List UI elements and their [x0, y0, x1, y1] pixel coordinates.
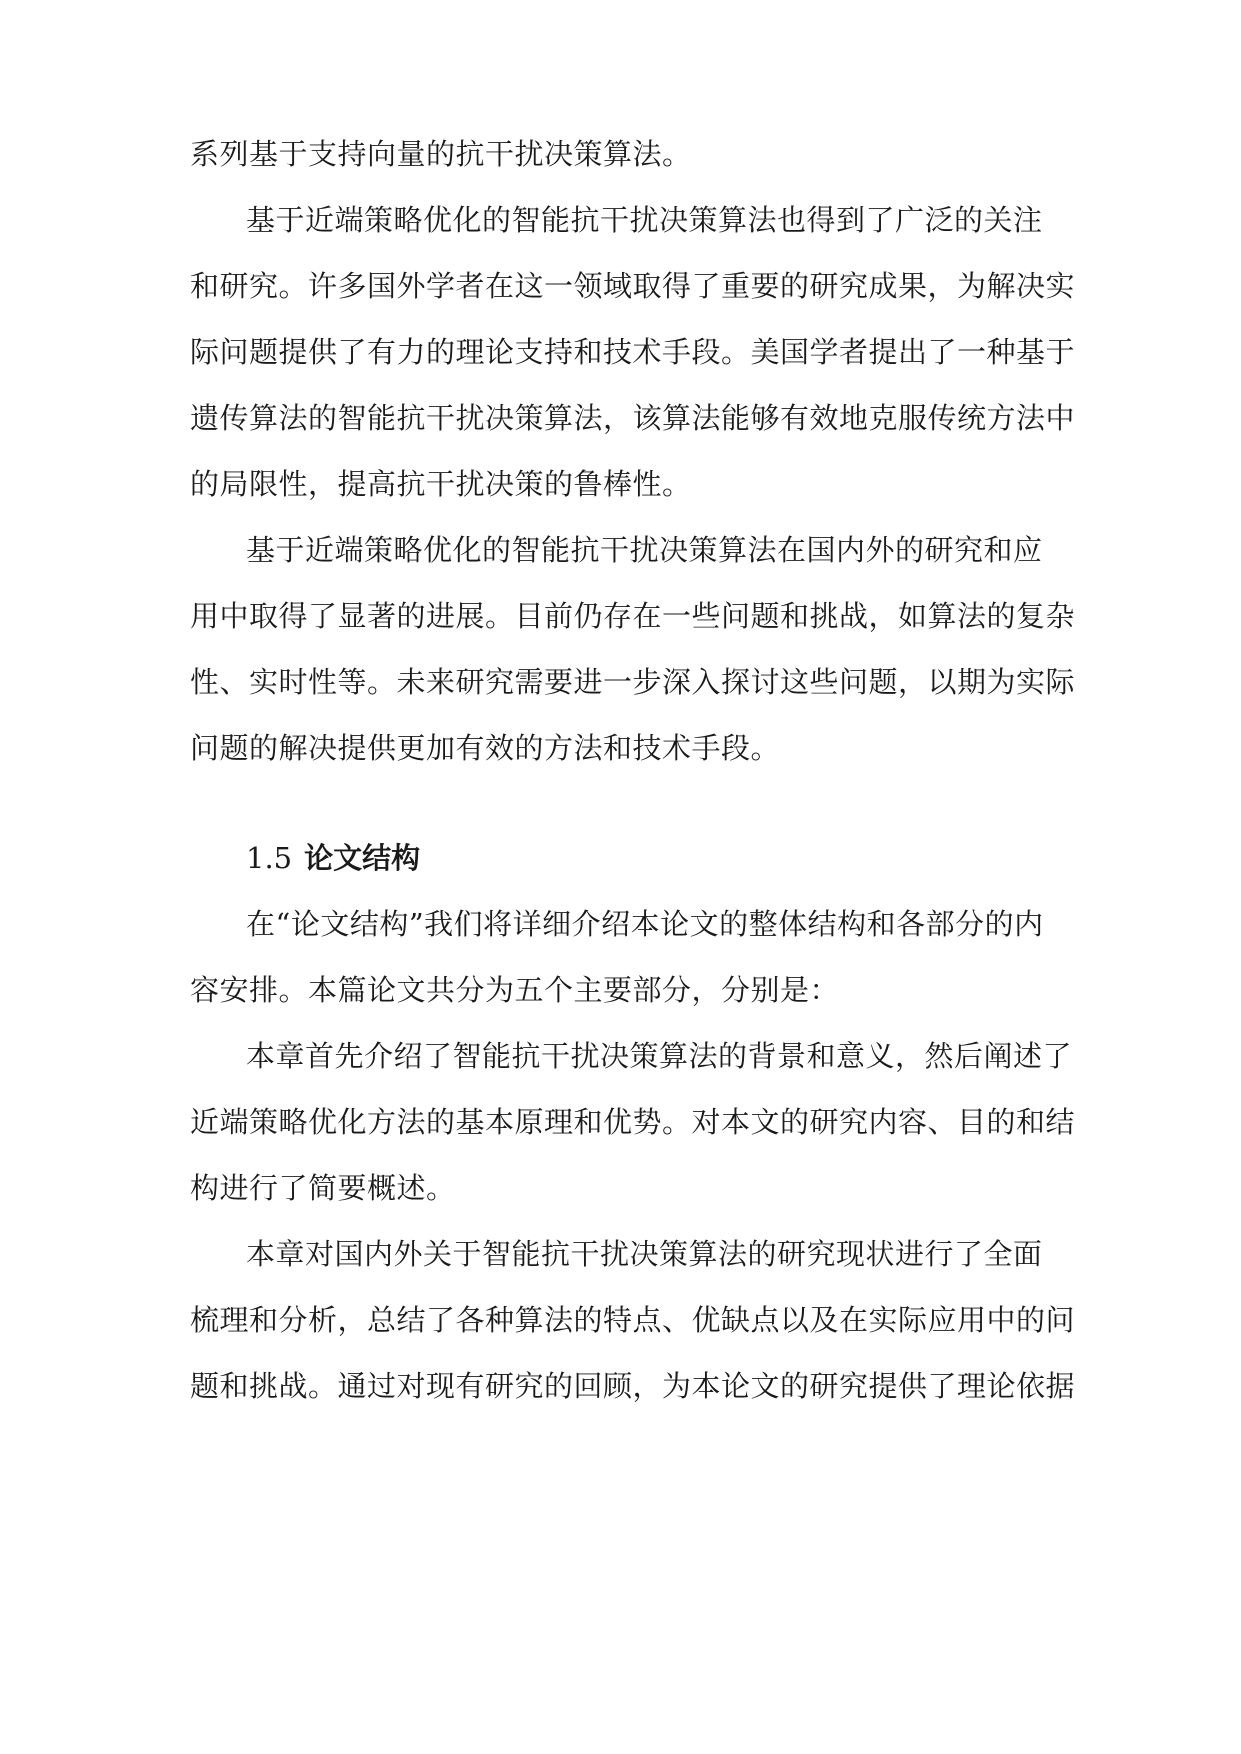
paragraph-line: 本章对国内外关于智能抗干扰决策算法的研究现状进行了全面 [246, 1237, 1043, 1271]
paragraph-line: 际问题提供了有力的理论支持和技术手段。美国学者提出了一种基于 [190, 335, 1076, 369]
paragraph-line: 构进行了简要概述。 [190, 1171, 456, 1205]
paragraph-line: 本章首先介绍了智能抗干扰决策算法的背景和意义，然后阐述了 [246, 1039, 1073, 1073]
paragraph-line: 在“论文结构”我们将详细介绍本论文的整体结构和各部分的内 [246, 907, 1044, 941]
paragraph-line: 容安排。本篇论文共分为五个主要部分，分别是： [190, 973, 840, 1007]
paragraph-line: 的局限性，提高抗干扰决策的鲁棒性。 [190, 467, 692, 501]
paragraph-line: 基于近端策略优化的智能抗干扰决策算法也得到了广泛的关注 [246, 203, 1043, 237]
paragraph-line: 基于近端策略优化的智能抗干扰决策算法在国内外的研究和应 [246, 533, 1043, 567]
paragraph-line: 遗传算法的智能抗干扰决策算法，该算法能够有效地克服传统方法中 [190, 401, 1076, 435]
section-number: 1.5 [246, 841, 293, 875]
paragraph-line: 题和挑战。通过对现有研究的回顾，为本论文的研究提供了理论依据 [190, 1369, 1076, 1403]
section-heading [246, 838, 420, 878]
paragraph-line: 系列基于支持向量的抗干扰决策算法。 [190, 137, 692, 171]
paragraph-line: 梳理和分析，总结了各种算法的特点、优缺点以及在实际应用中的问 [190, 1303, 1076, 1337]
paragraph-line: 用中取得了显著的进展。目前仍存在一些问题和挑战，如算法的复杂 [190, 599, 1076, 633]
section-title: 论文结构 [304, 841, 421, 875]
paragraph-line: 近端策略优化方法的基本原理和优势。对本文的研究内容、目的和结 [190, 1105, 1076, 1139]
paragraph-line: 性、实时性等。未来研究需要进一步深入探讨这些问题，以期为实际 [190, 665, 1076, 699]
paragraph-line: 和研究。许多国外学者在这一领域取得了重要的研究成果，为解决实 [190, 269, 1076, 303]
paragraph-line: 问题的解决提供更加有效的方法和技术手段。 [190, 731, 781, 765]
